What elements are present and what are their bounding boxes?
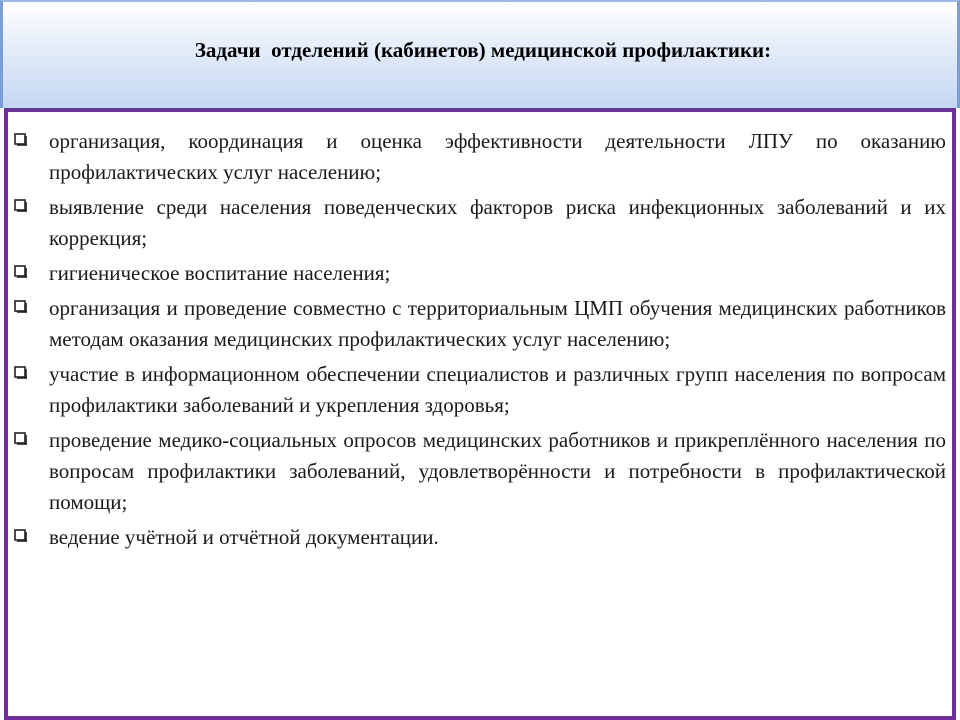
list-item-text: гигиеническое воспитание населения; — [49, 261, 391, 285]
title-bar — [0, 0, 960, 108]
content-frame — [4, 108, 956, 720]
checkbox-bullet-icon — [14, 133, 28, 146]
list-item-text: ведение учётной и отчётной документации. — [49, 525, 439, 549]
list-item — [8, 359, 952, 421]
list-item — [8, 192, 952, 254]
list-item-text: участие в информационном обеспечении специалистов и различных групп населения по вопросам профилактики заболеваний и укрепления здоровья; — [49, 362, 946, 417]
list-item — [8, 425, 952, 518]
checkbox-bullet-icon — [14, 432, 28, 445]
checkbox-bullet-icon — [14, 366, 28, 379]
task-list — [8, 126, 952, 557]
checkbox-bullet-icon — [14, 529, 28, 542]
list-item-text: выявление среди населения поведенческих факторов риска инфекционных заболеваний и их коррекция; — [49, 195, 946, 250]
slide-title: Задачи отделений (кабинетов) медицинской профилактики: — [194, 38, 772, 62]
checkbox-bullet-icon — [14, 199, 28, 212]
list-item-text: организация, координация и оценка эффективности деятельности ЛПУ по оказанию профилактических услуг населению; — [49, 129, 946, 184]
list-item-text: организация и проведение совместно с территориальным ЦМП обучения медицинских работников методам оказания медицинских профилактических услуг населению; — [49, 296, 946, 351]
list-item — [8, 293, 952, 355]
list-item-text: проведение медико-социальных опросов медицинских работников и прикреплённого населения по вопросам профилактики заболеваний, удовлетворённости и потребности в профилактической помощи; — [49, 428, 946, 514]
checkbox-bullet-icon — [14, 265, 28, 278]
list-item — [8, 258, 952, 289]
list-item — [8, 522, 952, 553]
checkbox-bullet-icon — [14, 300, 28, 313]
list-item — [8, 126, 952, 188]
